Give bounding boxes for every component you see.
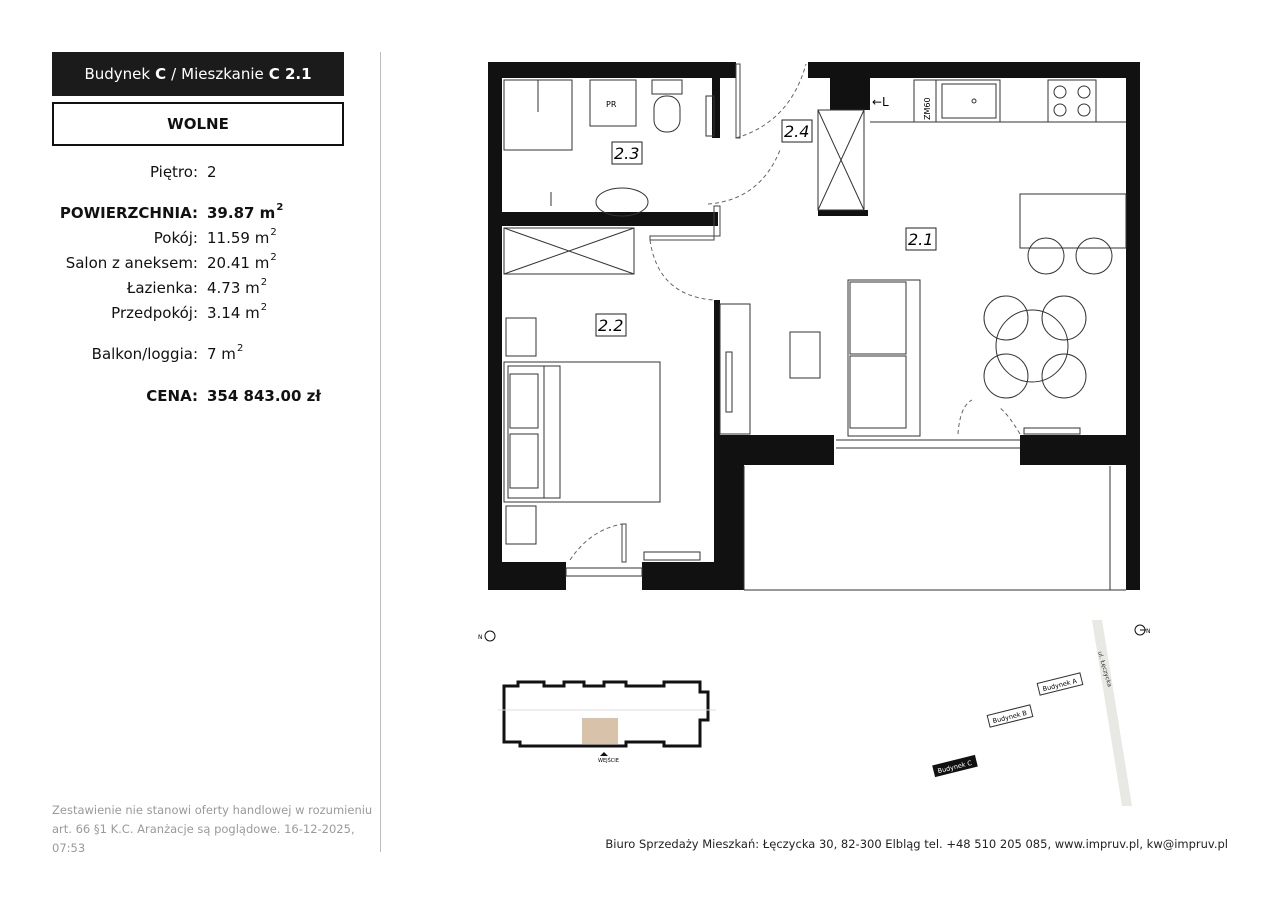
room-label-2-1: 2.1 (908, 230, 934, 249)
area-unit-sup: 2 (276, 202, 284, 213)
area-label: POWIERZCHNIA: (59, 204, 198, 222)
price-value: 354 843.00 zł (207, 387, 321, 405)
balcony-value: 7 m (207, 345, 236, 363)
room-value: 20.41 m (207, 254, 270, 272)
room-unit-sup: 2 (270, 227, 277, 238)
room-label-2-2: 2.2 (598, 316, 624, 335)
zm60-label: ZM60 (923, 97, 932, 120)
apartment-highlight (582, 718, 618, 744)
floor-label: Piętro: (149, 163, 198, 181)
north-label: N (478, 634, 483, 641)
disclaimer: Zestawienie nie stanowi oferty handlowej w rozumieniu art. 66 §1 K.C. Aranżacje są poglądowe. 16-12-2025, 07:53 (52, 803, 373, 855)
balcony-unit-sup: 2 (236, 343, 244, 354)
l-label: ←L (872, 95, 889, 109)
balcony-label: Balkon/loggia: (91, 345, 198, 363)
pr-label: PR (606, 100, 617, 109)
room-unit-sup: 2 (260, 277, 268, 288)
apartment-label: Mieszkanie (181, 65, 264, 83)
building-c-label: Budynek C (936, 758, 973, 776)
north-indicator-right (1135, 625, 1151, 635)
living-furniture (720, 280, 1086, 448)
price-label: CENA: (146, 387, 198, 405)
building-b-label: Budynek B (991, 708, 1028, 726)
building-key-plan (498, 682, 716, 764)
footer-contact: Biuro Sprzedaży Mieszkań: Łęczycka 30, 82-300 Elbląg tel. +48 510 205 085, www.impruv.pl, kw@impruv.pl (605, 837, 1228, 851)
street-label: ul. Łęczycka (1096, 650, 1113, 688)
building-label: Budynek (84, 65, 151, 83)
room-label: Salon z aneksem: (65, 254, 198, 272)
apartment-value: C 2.1 (268, 65, 312, 83)
room-label-2-4: 2.4 (784, 122, 810, 141)
room-label-boxes (596, 120, 936, 336)
balcony (744, 466, 1126, 590)
building-value: C (155, 65, 167, 83)
north-label: N (1146, 628, 1151, 635)
room-label: Łazienka: (126, 279, 198, 297)
room-label-2-3: 2.3 (614, 144, 640, 163)
building-a-label: Budynek A (1041, 676, 1078, 694)
room-unit-sup: 2 (270, 252, 277, 263)
floor-value: 2 (207, 163, 217, 181)
bedroom-furniture (504, 318, 700, 576)
header-separator: / (171, 65, 177, 83)
area-value: 39.87 m (207, 204, 276, 222)
north-indicator-left (478, 631, 495, 641)
entrance-label: WEJŚCIE (598, 758, 619, 764)
room-value: 4.73 m (207, 279, 260, 297)
room-value: 11.59 m (207, 229, 270, 247)
room-label: Pokój: (153, 229, 198, 247)
room-unit-sup: 2 (260, 302, 268, 313)
site-map (932, 620, 1132, 806)
walls (488, 62, 1140, 590)
room-label: Przedpokój: (111, 304, 198, 322)
room-value: 3.14 m (207, 304, 260, 322)
status-text: WOLNE (167, 115, 229, 133)
